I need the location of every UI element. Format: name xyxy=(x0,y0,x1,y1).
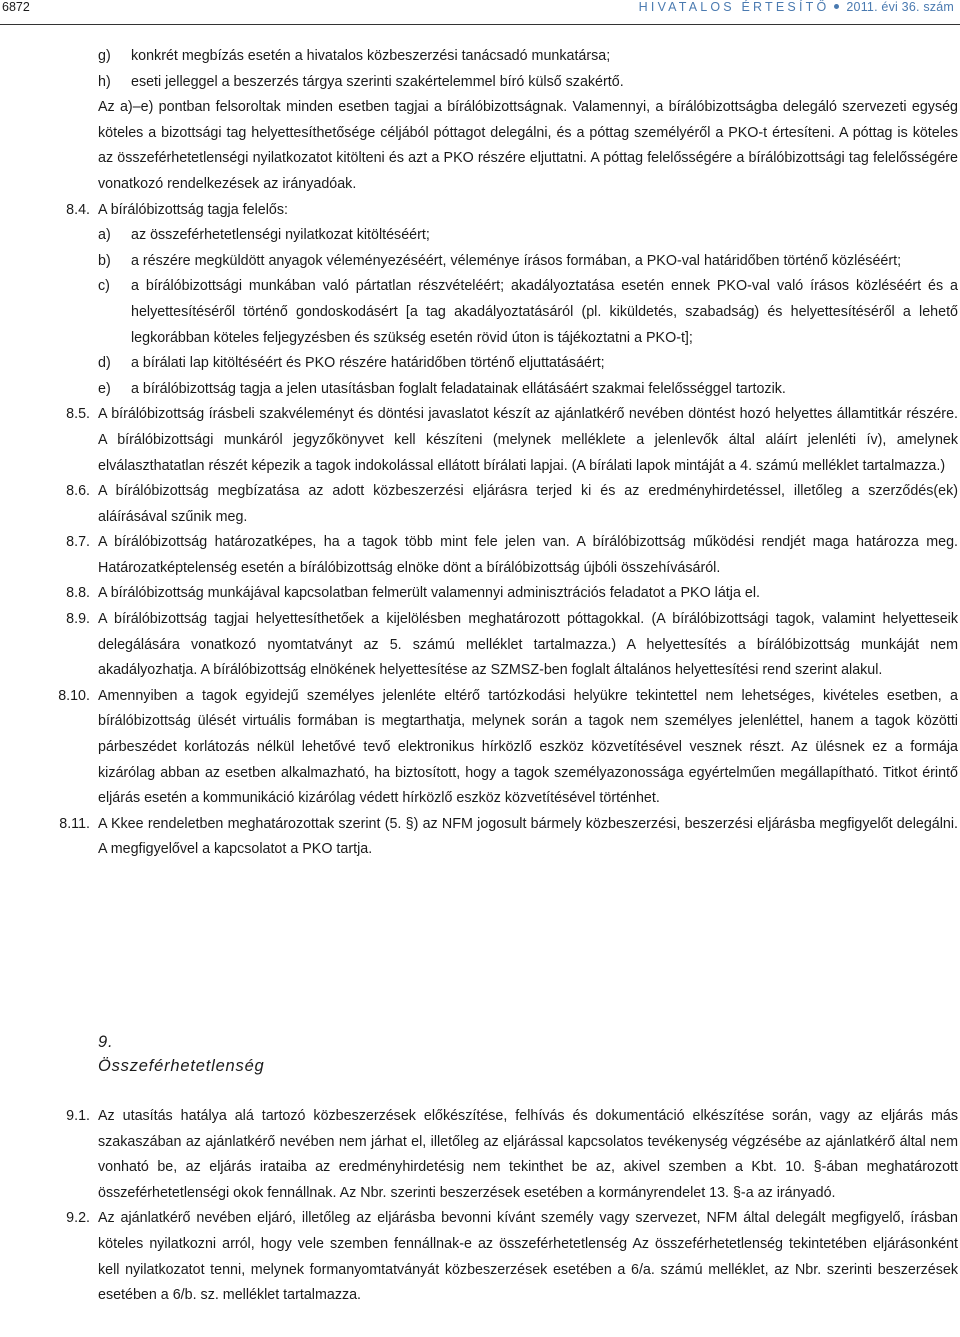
section-number: 8.6. xyxy=(66,483,90,500)
chapter-title: Összeférhetetlenség xyxy=(98,1057,265,1075)
section-text: A bírálóbizottság munkájával kapcsolatban felmerült valamennyi adminisztrációs feladatot a PKO látja el. xyxy=(98,585,760,602)
section-number: 8.11. xyxy=(59,815,90,832)
document-body xyxy=(0,44,960,863)
section-8-7 xyxy=(0,530,960,581)
section-number: 8.10. xyxy=(58,687,90,704)
bullet-icon xyxy=(834,4,839,9)
list-letter: g) xyxy=(98,48,111,64)
chapter-number: 9. xyxy=(98,1033,114,1051)
list-letter: b) xyxy=(98,252,111,269)
list-item xyxy=(0,223,960,249)
section-text: A bírálóbizottság megbízatása az adott közbeszerzési eljárásra terjed ki és az eredményhirdetéssel, illetőleg a szerződés(ek) aláírásával szűnik meg. xyxy=(98,483,958,525)
list-text: az összeférhetetlenségi nyilatkozat kitöltéséért; xyxy=(131,227,430,244)
paragraph xyxy=(0,95,960,197)
list-letter: a) xyxy=(98,227,111,244)
section-text: A bírálóbizottság tagjai helyettesíthetőek a kijelölésben meghatározott póttagokkal. (A bírálóbizottsági tagok, valamint helyetteseik delegálására vonatkozó nyomtatványt az 5. számú melléklet tartalmazza.) A helyettesítés a bírálóbizottság munkáját nem akadályozhatja. A bírálóbizottság elnökének helyettesítése az SZMSZ-ben foglalt általános helyettesítési rend szerint alakul. xyxy=(98,611,958,679)
section-text: Az ajánlatkérő nevében eljáró, illetőleg az eljárásba bevonni kívánt személy vagy szervezet, NFM által delegált megfigyelő, írásban köteles nyilatkozni arról, hogy vele szemben fennállnak-e az összeférhetetlenség Az összeférhetetlenség tekintetében eljárásonként kell nyilatkozatot tenni, melynek formanyomtatványát közbeszerzések esetében a 6/a. számú melléklet, az Nbr. szerinti beszerzések esetében a 6/b. sz. melléklet tartalmazza. xyxy=(98,1210,958,1304)
list-text: a bírálóbizottság tagja a jelen utasításban foglalt feladatainak ellátásáért szakmai felelősséggel tartozik. xyxy=(131,380,786,397)
list-letter: e) xyxy=(98,380,111,397)
section-8-5 xyxy=(0,402,960,479)
list-item xyxy=(0,274,960,351)
list-text: a bírálóbizottsági munkában való pártatlan részvételéért; akadályoztatása esetén ennek PKO-val való írásos közléséért és a helyettesítéséről történő gondoskodásért [a tag akadályoztatásáról (pl. kiküldetés, szabadság) és helyettesítéséről a lehető legkorábban köteles feljegyzésben és szükség esetén rövid úton is tájékoztatni a PKO-t]; xyxy=(131,278,958,346)
list-item xyxy=(0,44,960,70)
section-number: 8.8. xyxy=(66,585,90,602)
list-text: a bírálati lap kitöltéséért és PKO részére határidőben történő eljuttatásáért; xyxy=(131,355,605,372)
list-letter: c) xyxy=(98,278,110,295)
list-text: eseti jelleggel a beszerzés tárgya szerinti szakértelemmel bíró külső szakértő. xyxy=(131,73,624,90)
section-number: 8.4. xyxy=(66,201,90,218)
section-8-10 xyxy=(0,684,960,812)
section-text: Amennyiben a tagok egyidejű személyes jelenléte eltérő tartózkodási helyükre tekintettel nem lehetséges, kivételes esetben, a bírálóbizottság ülését virtuális formában is megtarthatja, melynek során a tagok nem személyes jelenléttel, hanem a tagok közötti párbeszédet korlátozás nélkül lehetővé tevő elektronikus hírközlő eszköz közvetítésével vesznek részt. Az ülésnek ez a formája kizárólag abban az esetben alkalmazható, ha biztosított, hogy a tagok személyazonossága egyértelműen megállapítható. Titkot érintő eljárás esetén a kommunikáció kizárólag védett hírközlő eszköz közvetítésével történhet. xyxy=(98,687,958,807)
section-8-11 xyxy=(0,812,960,863)
issue-label: 2011. évi 36. szám xyxy=(846,0,954,14)
page-header xyxy=(0,0,960,25)
paragraph-text: Az a)–e) pontban felsoroltak minden esetben tagjai a bírálóbizottságnak. Valamennyi, a bírálóbizottságba delegáló szervezeti egység köteles a bizottsági tag helyettesíthetősége céljából póttagot delegálni, és a póttag személyéről a PKO-t értesíteni. A póttag is köteles az összeférhetetlenségi nyilatkozatot kitölteni és azt a PKO részére eljuttatni. A póttag felelősségére a bírálóbizottsági tag felelősségére vonatkozó rendelkezések az irányadóak. xyxy=(98,99,958,192)
section-number: 8.5. xyxy=(66,406,90,423)
section-8-9 xyxy=(0,607,960,684)
list-text: konkrét megbízás esetén a hivatalos közbeszerzési tanácsadó munkatársa; xyxy=(131,48,611,64)
section-text: Az utasítás hatálya alá tartozó közbeszerzések előkészítése, felhívás és dokumentáció elkészítése során, vagy az eljárás más szakaszában az ajánlatkérő nevében nem járhat el, illetőleg az eljárással kapcsolatos tevékenység végzésébe az ajánlatkérő által nem vonható be, az eljárás irataiba az eredményhirdetésig nem tekinthet be az, akivel szemben a Kbt. 10. §-ában meghatározott összeférhetetlenségi okok fennállnak. Az Nbr. szerinti beszerzések esetében a kormányrendelet 13. §-a az irányadó. xyxy=(98,1108,958,1201)
section-text: A bírálóbizottság határozatképes, ha a tagok több mint fele jelen van. A bírálóbizottság működési rendjét maga határozza meg. Határozatképtelenség esetén a bírálóbizottság elnöke dönt a bírálóbizottság újbóli összehívásáról. xyxy=(98,534,958,576)
list-item xyxy=(0,377,960,403)
section-number: 8.7. xyxy=(66,534,90,551)
journal-title: HIVATALOS ÉRTESÍTŐ xyxy=(638,0,830,14)
list-letter: h) xyxy=(98,73,111,90)
list-text: a részére megküldött anyagok véleményezéséért, véleménye írásos formában, a PKO-val határidőben történő közléséért; xyxy=(131,252,902,269)
list-item xyxy=(0,249,960,275)
chapter-9-body xyxy=(0,1104,960,1309)
chapter-heading xyxy=(98,1030,265,1078)
section-8-4 xyxy=(0,198,960,224)
section-text: A Kkee rendeletben meghatározottak szerint (5. §) az NFM jogosult bármely közbeszerzési, beszerzési eljárásba megfigyelőt delegálni. A megfigyelővel a kapcsolatot a PKO tartja. xyxy=(98,815,958,858)
section-number: 8.9. xyxy=(66,611,90,628)
section-8-6 xyxy=(0,479,960,530)
section-9-1 xyxy=(0,1104,960,1206)
section-text: A bírálóbizottság tagja felelős: xyxy=(98,201,288,218)
list-item xyxy=(0,351,960,377)
section-number: 9.2. xyxy=(66,1210,90,1227)
list-letter: d) xyxy=(98,355,111,372)
list-item xyxy=(0,70,960,96)
section-text: A bírálóbizottság írásbeli szakvéleményt és döntési javaslatot készít az ajánlatkérő nevében döntést hozó helyettes államtitkár részére. A bírálóbizottsági munkáról jegyzőkönyvet kell készíteni (melynek melléklete a jelenlevők által aláírt jelenléti ív), amelynek elválaszthatatlan részét képezik a tagok indokolással ellátott bírálati lapjai. (A bírálati lapok mintáját a 4. számú melléklet tartalmazza.) xyxy=(98,406,958,474)
journal-header xyxy=(639,0,954,14)
section-number: 9.1. xyxy=(66,1108,90,1124)
section-9-2 xyxy=(0,1206,960,1308)
section-8-8 xyxy=(0,581,960,607)
page-number: 6872 xyxy=(2,0,30,14)
